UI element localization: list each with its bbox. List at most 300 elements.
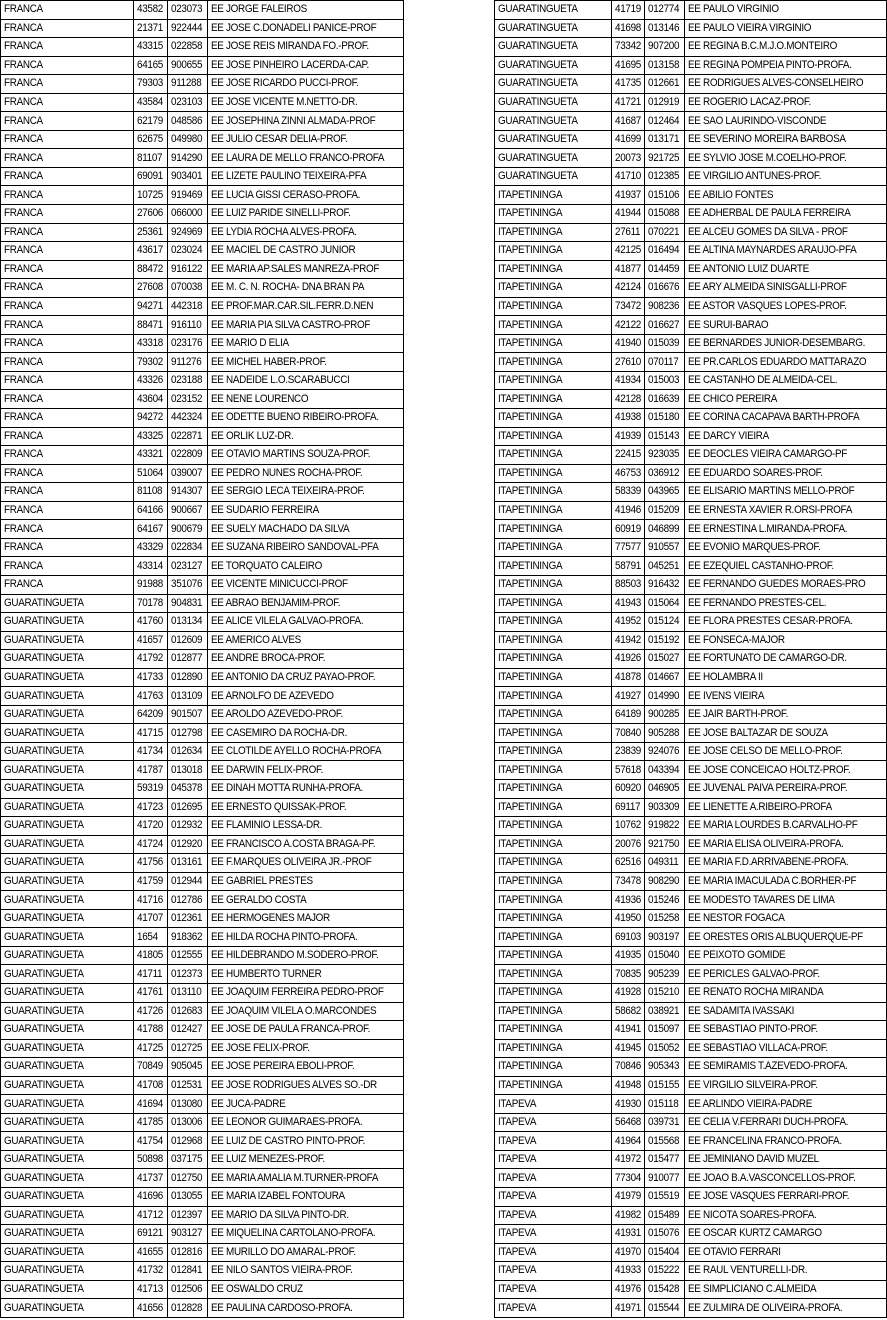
- table-row: [495, 909, 887, 928]
- school-name-cell: [684, 390, 886, 409]
- school-name-cell-text: EE JOSE PEREIRA EBOLI-PROF.: [211, 1060, 355, 1073]
- code-cell: [611, 409, 645, 428]
- school-name-cell: [684, 631, 886, 650]
- cie-cell-text: 043965: [648, 485, 680, 498]
- diretoria-cell: [1, 854, 134, 873]
- cie-cell-text: 910557: [648, 541, 680, 554]
- code-cell: [134, 705, 168, 724]
- diretoria-cell: [495, 705, 612, 724]
- cie-cell: [645, 1299, 684, 1318]
- cie-cell-text: 049980: [171, 133, 203, 146]
- table-row: [1, 1039, 404, 1058]
- code-cell: [611, 242, 645, 261]
- cie-cell-text: 013161: [171, 856, 203, 869]
- diretoria-cell-text: FRANCA: [4, 96, 43, 108]
- table-row: [1, 613, 404, 632]
- cie-cell: [645, 1188, 684, 1207]
- code-cell: [134, 742, 168, 761]
- code-cell: [134, 93, 168, 112]
- code-cell: [611, 1280, 645, 1299]
- diretoria-cell-text: GUARATINGUETA: [498, 170, 578, 183]
- cie-cell-text: 022858: [171, 40, 203, 53]
- school-name-cell: [684, 1039, 886, 1058]
- code-cell: [134, 390, 168, 409]
- diretoria-cell-text: GUARATINGUETA: [4, 1097, 84, 1110]
- diretoria-cell-text: FRANCA: [4, 151, 43, 164]
- code-cell: [134, 112, 168, 131]
- cie-cell: [168, 1243, 208, 1262]
- cie-cell-text: 905288: [648, 726, 680, 739]
- school-name-cell: [208, 464, 404, 483]
- cie-cell-text: 012944: [171, 874, 203, 887]
- school-name-cell: [208, 1002, 404, 1021]
- diretoria-cell-text: GUARATINGUETA: [4, 1208, 84, 1221]
- diretoria-cell: [495, 872, 612, 891]
- school-name-cell-text: EE RODRIGUES ALVES-CONSELHEIRO: [687, 77, 864, 90]
- school-name-cell: [208, 371, 404, 390]
- school-name-cell-text: EE LEONOR GUIMARAES-PROFA.: [211, 1116, 363, 1129]
- cie-cell: [645, 1002, 684, 1021]
- diretoria-cell-text: ITAPETININGA: [498, 337, 563, 350]
- code-cell: [134, 557, 168, 576]
- code-cell-text: 64189: [614, 708, 641, 721]
- cie-cell-text: 013134: [171, 615, 203, 628]
- cie-cell-text: 905239: [648, 967, 680, 980]
- school-name-cell-text: EE LUIZ DE CASTRO PINTO-PROF.: [211, 1134, 366, 1147]
- code-cell-text: 41945: [614, 1041, 641, 1054]
- code-cell-text: 22415: [614, 448, 641, 461]
- code-cell: [611, 1169, 645, 1188]
- code-cell: [134, 371, 168, 390]
- school-name-cell-text: EE ORESTES ORIS ALBUQUERQUE-PF: [687, 930, 863, 943]
- school-name-cell: [684, 761, 886, 780]
- diretoria-cell-text: GUARATINGUETA: [4, 1190, 84, 1203]
- table-row: [495, 130, 887, 149]
- diretoria-cell: [495, 817, 612, 836]
- diretoria-cell-text: FRANCA: [4, 300, 43, 313]
- school-name-cell: [684, 1113, 886, 1132]
- school-name-cell: [208, 872, 404, 891]
- table-row: [495, 260, 887, 279]
- cie-cell: [645, 446, 684, 465]
- cie-cell-text: 903127: [171, 1227, 203, 1240]
- diretoria-cell-text: GUARATINGUETA: [4, 1041, 84, 1054]
- code-cell: [134, 446, 168, 465]
- diretoria-cell-text: FRANCA: [4, 207, 43, 220]
- cie-cell: [645, 1021, 684, 1040]
- diretoria-cell: [495, 1188, 612, 1207]
- code-cell: [611, 1002, 645, 1021]
- code-cell: [611, 167, 645, 186]
- cie-cell-text: 012397: [171, 1208, 203, 1221]
- diretoria-cell-text: ITAPETININGA: [498, 763, 563, 776]
- school-name-cell: [208, 1262, 404, 1281]
- code-cell: [611, 205, 645, 224]
- school-name-cell-text: EE MICHEL HABER-PROF.: [211, 355, 327, 368]
- school-name-cell-text: EE JOSE CONCEICAO HOLTZ-PROF.: [687, 763, 851, 776]
- code-cell-text: 41964: [614, 1134, 641, 1147]
- table-row: [495, 631, 887, 650]
- cie-cell: [645, 1076, 684, 1095]
- table-row: [495, 205, 887, 224]
- code-cell-text: 21371: [137, 21, 163, 34]
- code-cell-text: 57618: [614, 763, 641, 776]
- code-cell: [134, 668, 168, 687]
- cie-cell-text: 907200: [648, 40, 680, 53]
- diretoria-cell: [1, 1206, 134, 1225]
- code-cell-text: 42124: [614, 281, 641, 294]
- cie-cell: [645, 687, 684, 706]
- right-table-body: [495, 1, 887, 1318]
- school-name-cell: [208, 965, 404, 984]
- school-name-cell: [684, 1188, 886, 1207]
- cie-cell: [645, 205, 684, 224]
- school-name-cell: [208, 223, 404, 242]
- diretoria-cell-text: ITAPETININGA: [498, 967, 563, 980]
- diretoria-cell-text: FRANCA: [4, 114, 43, 127]
- cie-cell: [168, 112, 208, 131]
- school-name-cell: [684, 75, 886, 94]
- code-cell-text: 73342: [614, 40, 641, 53]
- code-cell-text: 59319: [137, 782, 163, 795]
- diretoria-cell-text: GUARATINGUETA: [4, 1023, 84, 1036]
- school-name-cell-text: EE ELISARIO MARTINS MELLO-PROF: [687, 485, 855, 498]
- cie-cell-text: 038921: [648, 1004, 680, 1017]
- code-cell: [611, 1243, 645, 1262]
- school-name-cell-text: EE EDUARDO SOARES-PROF.: [687, 466, 823, 479]
- cie-cell-text: 911288: [171, 77, 202, 90]
- diretoria-cell: [495, 1002, 612, 1021]
- cie-cell: [645, 520, 684, 539]
- cie-cell-text: 015222: [648, 1264, 680, 1277]
- diretoria-cell: [495, 149, 612, 168]
- table-row: [1, 1132, 404, 1151]
- diretoria-cell: [495, 724, 612, 743]
- diretoria-cell-text: GUARATINGUETA: [4, 874, 84, 887]
- diretoria-cell: [495, 75, 612, 94]
- table-row: [495, 983, 887, 1002]
- table-row: [495, 1262, 887, 1281]
- code-cell-text: 41877: [614, 262, 641, 275]
- school-name-cell-text: EE JOSE REIS MIRANDA FO.-PROF.: [211, 40, 369, 53]
- code-cell: [611, 520, 645, 539]
- table-row: [495, 223, 887, 242]
- cie-cell: [168, 779, 208, 798]
- table-row: [1, 19, 404, 38]
- diretoria-cell: [1, 409, 134, 428]
- diretoria-cell: [1, 538, 134, 557]
- code-cell-text: 41931: [614, 1227, 641, 1240]
- table-row: [1, 223, 404, 242]
- diretoria-cell: [495, 1243, 612, 1262]
- school-name-cell: [684, 705, 886, 724]
- code-cell: [611, 965, 645, 984]
- diretoria-cell-text: ITAPETININGA: [498, 188, 563, 201]
- school-name-cell-text: EE MIQUELINA CARTOLANO-PROFA.: [211, 1227, 376, 1240]
- cie-cell: [645, 594, 684, 613]
- cie-cell: [645, 1206, 684, 1225]
- diretoria-cell: [495, 575, 612, 594]
- table-row: [495, 1132, 887, 1151]
- table-row: [1, 93, 404, 112]
- school-name-cell-text: EE DARWIN FELIX-PROF.: [211, 763, 324, 776]
- cie-cell: [168, 19, 208, 38]
- diretoria-cell-text: ITAPETININGA: [498, 355, 563, 368]
- school-name-cell: [208, 1039, 404, 1058]
- code-cell: [611, 779, 645, 798]
- code-cell: [134, 1132, 168, 1151]
- code-cell-text: 41734: [137, 745, 163, 758]
- diretoria-cell-text: GUARATINGUETA: [4, 967, 84, 980]
- code-cell-text: 41698: [614, 21, 641, 34]
- code-cell: [611, 446, 645, 465]
- code-cell: [134, 1188, 168, 1207]
- code-cell: [134, 1169, 168, 1188]
- school-name-cell: [208, 38, 404, 57]
- diretoria-cell: [1, 223, 134, 242]
- cie-cell-text: 012661: [648, 77, 680, 90]
- cie-cell-text: 911276: [171, 355, 202, 368]
- diretoria-cell: [495, 1, 612, 20]
- diretoria-cell-text: ITAPETININGA: [498, 318, 563, 331]
- school-name-cell-text: EE NENE LOURENCO: [211, 392, 309, 405]
- school-name-cell-text: EE ANTONIO DA CRUZ PAYAO-PROF.: [211, 670, 376, 683]
- school-name-cell-text: EE SUDARIO FERREIRA: [211, 504, 319, 517]
- diretoria-cell: [495, 1299, 612, 1318]
- school-name-cell-text: EE JUVENAL PAIVA PEREIRA-PROF.: [687, 782, 848, 795]
- code-cell: [611, 668, 645, 687]
- school-name-cell: [684, 928, 886, 947]
- diretoria-cell: [1, 1, 134, 20]
- right-column: [494, 0, 887, 1318]
- cie-cell-text: 016676: [648, 281, 680, 294]
- code-cell-text: 41943: [614, 596, 641, 609]
- diretoria-cell-text: ITAPEVA: [498, 1116, 537, 1129]
- diretoria-cell: [1, 891, 134, 910]
- table-row: [495, 557, 887, 576]
- school-name-cell-text: EE ALCEU GOMES DA SILVA - PROF: [687, 225, 848, 238]
- cie-cell-text: 914307: [171, 485, 203, 498]
- code-cell-text: 94271: [137, 300, 163, 313]
- school-name-cell-text: EE JOSE PINHEIRO LACERDA-CAP.: [211, 58, 369, 71]
- cie-cell: [645, 965, 684, 984]
- table-row: [495, 613, 887, 632]
- diretoria-cell-text: ITAPETININGA: [498, 429, 563, 442]
- cie-cell: [645, 538, 684, 557]
- diretoria-cell: [1, 1113, 134, 1132]
- table-row: [495, 427, 887, 446]
- code-cell: [611, 371, 645, 390]
- table-row: [1, 872, 404, 891]
- code-cell: [611, 464, 645, 483]
- cie-cell: [645, 798, 684, 817]
- table-row: [1, 538, 404, 557]
- school-name-cell: [208, 353, 404, 372]
- cie-cell: [645, 297, 684, 316]
- cie-cell-text: 921750: [648, 837, 680, 850]
- school-name-cell: [684, 427, 886, 446]
- code-cell-text: 43604: [137, 392, 163, 405]
- code-cell-text: 42122: [614, 318, 641, 331]
- code-cell: [611, 761, 645, 780]
- cie-cell-text: 015124: [648, 615, 680, 628]
- cie-cell: [645, 167, 684, 186]
- code-cell: [134, 724, 168, 743]
- school-name-cell-text: EE ROGERIO LACAZ-PROF.: [687, 96, 811, 108]
- code-cell: [134, 1206, 168, 1225]
- school-name-cell-text: EE SEVERINO MOREIRA BARBOSA: [687, 133, 846, 146]
- code-cell-text: 41971: [614, 1301, 641, 1314]
- diretoria-cell: [495, 446, 612, 465]
- cie-cell-text: 013158: [648, 58, 680, 71]
- school-name-cell: [208, 483, 404, 502]
- code-cell: [611, 1076, 645, 1095]
- diretoria-cell-text: FRANCA: [4, 355, 43, 368]
- code-cell: [134, 761, 168, 780]
- table-row: [495, 946, 887, 965]
- code-cell-text: 43326: [137, 374, 163, 387]
- diretoria-cell-text: ITAPETININGA: [498, 225, 563, 238]
- cie-cell: [168, 56, 208, 75]
- school-name-cell-text: EE AROLDO AZEVEDO-PROF.: [211, 708, 343, 721]
- code-cell-text: 41694: [137, 1097, 163, 1110]
- diretoria-cell: [495, 1132, 612, 1151]
- school-name-cell: [684, 779, 886, 798]
- school-name-cell: [684, 501, 886, 520]
- cie-cell: [168, 668, 208, 687]
- school-name-cell: [208, 798, 404, 817]
- table-row: [495, 575, 887, 594]
- cie-cell-text: 012634: [171, 745, 203, 758]
- school-name-cell-text: EE JOSE VASQUES FERRARI-PROF.: [687, 1190, 850, 1203]
- cie-cell-text: 013146: [648, 21, 680, 34]
- cie-cell-text: 014459: [648, 262, 680, 275]
- code-cell-text: 69117: [614, 800, 641, 813]
- code-cell: [134, 1095, 168, 1114]
- code-cell-text: 51064: [137, 466, 163, 479]
- school-name-cell: [684, 316, 886, 335]
- cie-cell-text: 015076: [648, 1227, 680, 1240]
- table-row: [1, 1243, 404, 1262]
- diretoria-cell-text: ITAPETININGA: [498, 504, 563, 517]
- table-row: [1, 371, 404, 390]
- cie-cell-text: 015088: [648, 207, 680, 220]
- cie-cell-text: 012464: [648, 114, 680, 127]
- diretoria-cell: [495, 297, 612, 316]
- diretoria-cell: [1, 334, 134, 353]
- code-cell-text: 42128: [614, 392, 641, 405]
- cie-cell-text: 016639: [648, 392, 680, 405]
- school-name-cell-text: EE MARIO DA SILVA PINTO-DR.: [211, 1208, 349, 1221]
- school-name-cell-text: EE GABRIEL PRESTES: [211, 874, 313, 887]
- table-row: [1, 891, 404, 910]
- code-cell: [611, 223, 645, 242]
- cie-cell: [645, 575, 684, 594]
- code-cell-text: 41937: [614, 188, 641, 201]
- cie-cell-text: 908236: [648, 300, 680, 313]
- school-name-cell-text: EE ZULMIRA DE OLIVEIRA-PROFA.: [687, 1301, 843, 1314]
- cie-cell-text: 015097: [648, 1023, 680, 1036]
- code-cell: [134, 835, 168, 854]
- diretoria-cell-text: ITAPETININGA: [498, 392, 563, 405]
- diretoria-cell: [495, 56, 612, 75]
- cie-cell-text: 022871: [171, 429, 203, 442]
- cie-cell: [645, 149, 684, 168]
- code-cell-text: 43582: [137, 3, 163, 16]
- school-name-cell: [208, 1, 404, 20]
- cie-cell: [168, 724, 208, 743]
- school-name-cell-text: EE VIRGILIO ANTUNES-PROF.: [687, 170, 821, 183]
- school-name-cell: [208, 983, 404, 1002]
- diretoria-cell-text: ITAPETININGA: [498, 819, 563, 832]
- cie-cell: [168, 650, 208, 669]
- cie-cell: [645, 983, 684, 1002]
- diretoria-cell-text: ITAPETININGA: [498, 782, 563, 795]
- school-name-cell-text: EE LAURA DE MELLO FRANCO-PROFA: [211, 151, 385, 164]
- code-cell-text: 25361: [137, 225, 163, 238]
- cie-cell: [645, 557, 684, 576]
- school-name-cell-text: EE HUMBERTO TURNER: [211, 967, 322, 980]
- school-name-cell: [208, 1021, 404, 1040]
- code-cell-text: 20073: [614, 151, 641, 164]
- code-cell: [611, 650, 645, 669]
- cie-cell-text: 048586: [171, 114, 203, 127]
- diretoria-cell: [1, 112, 134, 131]
- cie-cell: [168, 557, 208, 576]
- diretoria-cell: [495, 983, 612, 1002]
- diretoria-cell: [495, 279, 612, 298]
- left-school-table: [0, 0, 404, 1318]
- cie-cell: [168, 167, 208, 186]
- diretoria-cell-text: FRANCA: [4, 559, 43, 572]
- diretoria-cell-text: ITAPETININGA: [498, 411, 563, 424]
- diretoria-cell: [1, 130, 134, 149]
- code-cell: [134, 167, 168, 186]
- diretoria-cell: [495, 464, 612, 483]
- table-row: [1, 594, 404, 613]
- diretoria-cell-text: ITAPETININGA: [498, 1060, 563, 1073]
- diretoria-cell-text: FRANCA: [4, 58, 43, 71]
- code-cell-text: 10725: [137, 188, 163, 201]
- code-cell-text: 81107: [137, 151, 163, 164]
- diretoria-cell: [495, 186, 612, 205]
- diretoria-cell: [495, 501, 612, 520]
- school-name-cell: [684, 1076, 886, 1095]
- cie-cell-text: 015209: [648, 504, 680, 517]
- table-row: [1, 260, 404, 279]
- cie-cell-text: 015258: [648, 912, 680, 925]
- diretoria-cell: [495, 353, 612, 372]
- code-cell-text: 79303: [137, 77, 163, 90]
- cie-cell: [645, 1113, 684, 1132]
- cie-cell: [168, 464, 208, 483]
- diretoria-cell: [495, 112, 612, 131]
- code-cell: [611, 872, 645, 891]
- school-name-cell: [684, 1150, 886, 1169]
- code-cell: [611, 594, 645, 613]
- cie-cell: [168, 1188, 208, 1207]
- cie-cell-text: 015246: [648, 893, 680, 906]
- cie-cell: [168, 594, 208, 613]
- cie-cell-text: 039007: [171, 466, 203, 479]
- diretoria-cell-text: ITAPETININGA: [498, 856, 563, 869]
- cie-cell: [168, 353, 208, 372]
- diretoria-cell-text: GUARATINGUETA: [4, 986, 84, 999]
- diretoria-cell: [495, 167, 612, 186]
- cie-cell-text: 916122: [171, 262, 203, 275]
- diretoria-cell-text: FRANCA: [4, 225, 43, 238]
- school-name-cell: [684, 149, 886, 168]
